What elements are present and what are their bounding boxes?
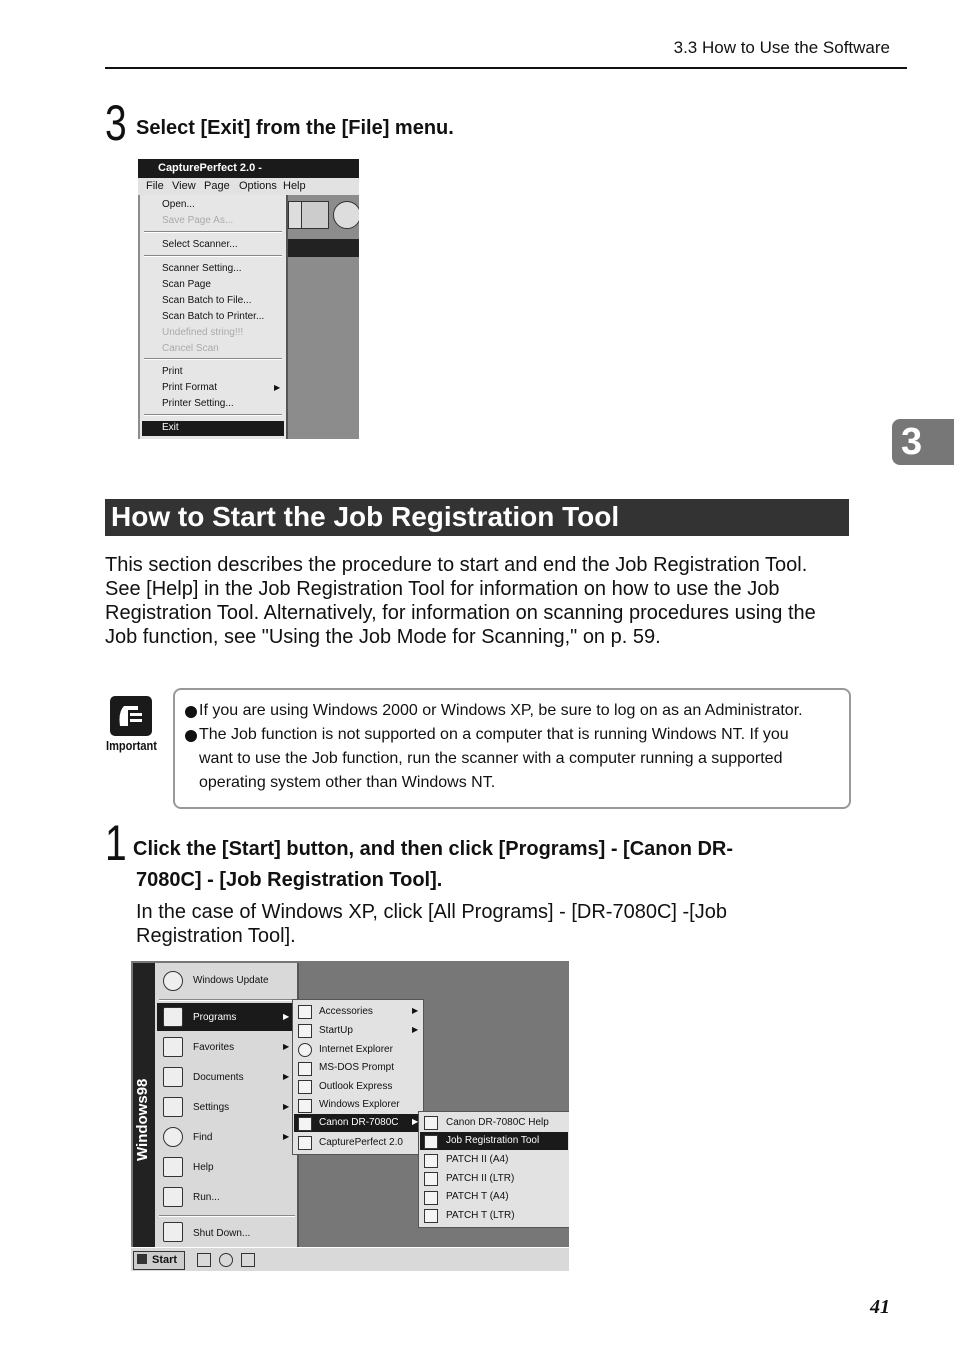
menu-separator xyxy=(144,231,282,233)
menu-separator xyxy=(144,358,282,360)
submenu-arrow-icon: ▶ xyxy=(283,1132,290,1141)
settings-icon xyxy=(163,1097,183,1117)
menu-item-open[interactable]: Open... xyxy=(162,199,195,210)
canon-item-job-registration-tool[interactable] xyxy=(420,1132,568,1150)
folder-icon xyxy=(298,1005,312,1019)
start-item-find[interactable]: Find xyxy=(193,1132,213,1143)
help-icon xyxy=(163,1157,183,1177)
start-item-shut-down[interactable]: Shut Down... xyxy=(193,1228,251,1239)
canon-item-help[interactable]: Canon DR-7080C Help xyxy=(446,1117,549,1128)
start-label: Start xyxy=(152,1254,178,1266)
favorites-icon xyxy=(163,1037,183,1057)
submenu-arrow-icon: ▶ xyxy=(283,1012,290,1021)
windows98-brand: Windows98 xyxy=(134,1078,151,1161)
captureperfect-icon xyxy=(298,1136,312,1150)
folder-icon xyxy=(298,1117,312,1131)
document-icon xyxy=(424,1172,438,1186)
menu-item-save-page-as: Save Page As... xyxy=(162,215,234,226)
run-icon xyxy=(163,1187,183,1207)
menu-options[interactable]: Options xyxy=(239,180,277,192)
menu-item-scan-batch-file[interactable]: Scan Batch to File... xyxy=(162,295,252,306)
toolbar-strip xyxy=(288,239,359,257)
important-box xyxy=(173,688,851,809)
step-instruction: 7080C] - [Job Registration Tool]. xyxy=(136,869,443,891)
step-number: 3 xyxy=(105,95,127,151)
outlook-express-icon xyxy=(298,1080,312,1094)
browser-icon[interactable] xyxy=(219,1253,233,1267)
exit-label: Exit xyxy=(162,422,179,433)
step-instruction: Click the [Start] button, and then click [Programs] - [Canon DR- xyxy=(133,838,734,860)
step-note xyxy=(136,900,727,948)
canon-dr-7080c-submenu xyxy=(418,1111,569,1228)
menu-item-undefined: Undefined string!!! xyxy=(162,327,244,338)
note-line: Registration Tool]. xyxy=(136,925,296,947)
menu-view[interactable]: View xyxy=(172,180,196,192)
canon-item-patch-t-a4[interactable]: PATCH T (A4) xyxy=(446,1191,509,1202)
job-tool-icon xyxy=(424,1135,438,1149)
windows-explorer-icon xyxy=(298,1099,312,1113)
program-item-startup[interactable]: StartUp xyxy=(319,1025,353,1036)
submenu-arrow-icon: ▶ xyxy=(412,1025,419,1034)
start-item-programs[interactable] xyxy=(157,1003,293,1031)
section-paragraph xyxy=(105,553,865,649)
document-icon xyxy=(424,1154,438,1168)
paragraph-line: See [Help] in the Job Registration Tool for information on how to use the Job xyxy=(105,578,780,600)
submenu-arrow-icon: ▶ xyxy=(283,1102,290,1111)
chapter-tab xyxy=(892,419,954,465)
start-item-settings[interactable]: Settings xyxy=(193,1102,230,1113)
program-item-internet-explorer[interactable]: Internet Explorer xyxy=(319,1044,393,1055)
important-text: want to use the Job function, run the scanner with a computer running a supported xyxy=(199,750,783,767)
submenu-arrow-icon: ▶ xyxy=(283,1042,290,1051)
menu-item-print-format[interactable]: Print Format xyxy=(162,382,218,393)
windows-logo-icon xyxy=(137,1254,147,1264)
start-item-favorites[interactable]: Favorites xyxy=(193,1042,235,1053)
help-book-icon xyxy=(424,1116,438,1130)
menu-item-print[interactable]: Print xyxy=(162,366,183,377)
program-item-ms-dos[interactable]: MS-DOS Prompt xyxy=(319,1062,395,1073)
program-item-accessories[interactable]: Accessories xyxy=(319,1006,373,1017)
job-registration-label: Job Registration Tool xyxy=(446,1135,540,1146)
find-icon xyxy=(163,1127,183,1147)
shut-down-icon xyxy=(163,1222,183,1242)
folder-icon xyxy=(298,1024,312,1038)
window-titlebar xyxy=(138,159,359,178)
documents-icon xyxy=(163,1067,183,1087)
ms-dos-icon xyxy=(298,1062,312,1076)
start-button[interactable] xyxy=(133,1251,185,1270)
captureperfect-screenshot xyxy=(138,159,359,439)
start-item-windows-update[interactable]: Windows Update xyxy=(193,975,269,986)
bullet-icon xyxy=(185,706,197,718)
document-icon xyxy=(424,1209,438,1223)
submenu-arrow-icon: ▶ xyxy=(274,383,281,392)
canon-item-patch-ii-a4[interactable]: PATCH II (A4) xyxy=(446,1154,509,1165)
menu-item-cancel-scan: Cancel Scan xyxy=(162,343,219,354)
program-item-captureperfect[interactable]: CapturePerfect 2.0 xyxy=(319,1137,403,1148)
important-text: If you are using Windows 2000 or Windows XP, be sure to log on as an Administrator. xyxy=(199,702,803,719)
menu-help[interactable]: Help xyxy=(283,180,306,192)
menu-separator xyxy=(159,1215,295,1217)
chapter-number: 3 xyxy=(901,421,923,463)
menu-separator xyxy=(159,999,295,1001)
windows-update-icon xyxy=(163,971,183,991)
step-number: 1 xyxy=(105,815,127,871)
menubar xyxy=(138,178,359,195)
submenu-arrow-icon: ▶ xyxy=(412,1117,419,1126)
header-rule xyxy=(105,67,907,69)
program-item-windows-explorer[interactable]: Windows Explorer xyxy=(319,1099,400,1110)
paragraph-line: Registration Tool. Alternatively, for information on scanning procedures using the xyxy=(105,602,816,624)
start-item-run[interactable]: Run... xyxy=(193,1192,220,1203)
important-text: operating system other than Windows NT. xyxy=(199,774,496,791)
canon-item-patch-ii-ltr[interactable]: PATCH II (LTR) xyxy=(446,1173,515,1184)
menu-separator xyxy=(144,255,282,257)
start-item-help[interactable]: Help xyxy=(193,1162,214,1173)
section-title: How to Start the Job Registration Tool xyxy=(111,501,620,532)
fit-icon xyxy=(301,201,329,229)
menu-separator xyxy=(144,414,282,416)
file-menu xyxy=(140,195,288,439)
rotate-icon xyxy=(333,201,359,229)
menu-item-scanner-setting[interactable]: Scanner Setting... xyxy=(162,263,242,274)
start-item-documents[interactable]: Documents xyxy=(193,1072,244,1083)
internet-explorer-icon xyxy=(298,1043,312,1057)
menu-item-printer-setting[interactable]: Printer Setting... xyxy=(162,398,234,409)
windows98-start-menu-screenshot xyxy=(131,961,569,1271)
program-item-outlook-express[interactable]: Outlook Express xyxy=(319,1081,393,1092)
program-item-canon-dr-7080c[interactable] xyxy=(294,1114,422,1132)
start-menu xyxy=(155,963,299,1247)
taskbar xyxy=(131,1247,569,1271)
important-text: The Job function is not supported on a computer that is running Windows NT. If you xyxy=(199,726,789,743)
page-number: 41 xyxy=(870,1296,890,1318)
note-line: In the case of Windows XP, click [All Programs] - [DR-7080C] -[Job xyxy=(136,901,727,923)
menu-item-scan-page[interactable]: Scan Page xyxy=(162,279,211,290)
bullet-icon xyxy=(185,730,197,742)
menu-item-scan-batch-printer[interactable]: Scan Batch to Printer... xyxy=(162,311,265,322)
submenu-arrow-icon: ▶ xyxy=(412,1006,419,1015)
programs-submenu xyxy=(292,999,424,1155)
window-title: CapturePerfect 2.0 - xyxy=(158,162,262,174)
paragraph-line: This section describes the procedure to start and end the Job Registration Tool. xyxy=(105,554,808,576)
channels-icon[interactable] xyxy=(241,1253,255,1267)
programs-label: Programs xyxy=(193,1012,237,1023)
paragraph-line: Job function, see "Using the Job Mode for Scanning," on p. 59. xyxy=(105,626,661,648)
document-icon xyxy=(424,1191,438,1205)
menu-file[interactable]: File xyxy=(146,180,164,192)
menu-item-exit[interactable] xyxy=(142,421,284,436)
step-instruction: Select [Exit] from the [File] menu. xyxy=(136,117,454,139)
submenu-arrow-icon: ▶ xyxy=(283,1072,290,1081)
important-label: Important xyxy=(106,738,157,753)
desktop-icon[interactable] xyxy=(197,1253,211,1267)
canon-item-patch-t-ltr[interactable]: PATCH T (LTR) xyxy=(446,1210,515,1221)
menu-item-select-scanner[interactable]: Select Scanner... xyxy=(162,239,238,250)
canon-folder-label: Canon DR-7080C xyxy=(319,1117,399,1128)
running-header: 3.3 How to Use the Software xyxy=(673,38,890,57)
important-icon xyxy=(110,696,152,736)
programs-icon xyxy=(163,1007,183,1027)
menu-page[interactable]: Page xyxy=(204,180,230,192)
